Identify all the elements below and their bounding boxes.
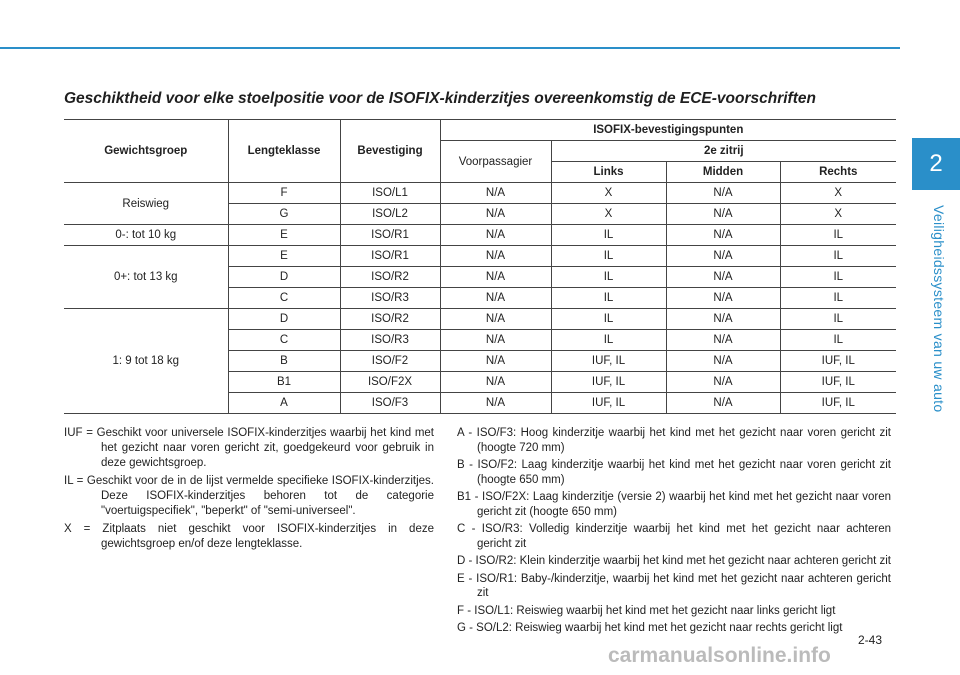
isofix-table [64, 119, 896, 414]
section-title: Veiligheidssysteem van uw auto [931, 205, 947, 413]
cell-right: IL [780, 330, 896, 351]
legend-sizes [457, 426, 891, 639]
cell-left: X [551, 183, 666, 204]
cell-front: N/A [440, 309, 551, 330]
legend-item: D - ISO/R2: Klein kinderzitje waarbij het kind met het gezicht naar achteren gericht zit [457, 555, 892, 567]
table-row [64, 183, 896, 204]
header-right: Rechts [780, 162, 896, 183]
legend-item: B - ISO/F2: Laag kinderzitje waarbij het kind met het gezicht naar voren gericht zit (hoogte 650 mm) [457, 459, 891, 486]
cell-fixture: ISO/L1 [340, 183, 440, 204]
cell-size: D [228, 267, 340, 288]
header-middle: Midden [666, 162, 780, 183]
table-row [64, 225, 896, 246]
cell-middle: N/A [666, 246, 780, 267]
cell-size: G [228, 204, 340, 225]
cell-fixture: ISO/L2 [340, 204, 440, 225]
cell-left: IL [551, 330, 666, 351]
header-front: Voorpassagier [440, 141, 551, 183]
legend-item: F - ISO/L1: Reiswieg waarbij het kind met het gezicht naar links gericht ligt [457, 604, 836, 617]
cell-size: E [228, 225, 340, 246]
header-size: Lengteklasse [228, 120, 340, 183]
cell-middle: N/A [666, 330, 780, 351]
cell-right: IL [780, 267, 896, 288]
cell-fixture: ISO/R3 [340, 330, 440, 351]
cell-fixture: ISO/F2 [340, 351, 440, 372]
top-rule [0, 47, 900, 49]
section-tab[interactable] [912, 138, 960, 190]
cell-left: IL [551, 309, 666, 330]
cell-middle: N/A [666, 393, 780, 414]
legend-item: IUF = Geschikt voor universele ISOFIX-kinderzitjes waarbij het kind met het gezicht naar voren gericht zit, goedgekeurd voor gebruik in deze gewichtsgroep. [64, 427, 434, 469]
cell-front: N/A [440, 372, 551, 393]
cell-left: X [551, 204, 666, 225]
table-row [64, 246, 896, 267]
cell-front: N/A [440, 225, 551, 246]
cell-middle: N/A [666, 309, 780, 330]
legend-item: C - ISO/R3: Volledig kinderzitje waarbij het kind met het gezicht naar achteren gericht zit [457, 523, 891, 550]
cell-size: B [228, 351, 340, 372]
cell-middle: N/A [666, 225, 780, 246]
header-left: Links [551, 162, 666, 183]
page-heading: Geschiktheid voor elke stoelpositie voor de ISOFIX-kinderzitjes overeenkomstig de ECE-voorschriften [64, 90, 816, 107]
cell-right: IUF, IL [780, 393, 896, 414]
group-cell: 0+: tot 13 kg [64, 246, 228, 309]
cell-size: A [228, 393, 340, 414]
cell-middle: N/A [666, 351, 780, 372]
cell-size: D [228, 309, 340, 330]
cell-front: N/A [440, 351, 551, 372]
cell-size: F [228, 183, 340, 204]
watermark: carmanualsonline.info [608, 644, 831, 667]
cell-left: IL [551, 225, 666, 246]
legend-item: G - SO/L2: Reiswieg waarbij het kind met het gezicht naar rechts gericht ligt [457, 622, 843, 634]
header-group: Gewichtsgroep [64, 120, 228, 183]
cell-fixture: ISO/R3 [340, 288, 440, 309]
legend-item: X = Zitplaats niet geschikt voor ISOFIX-kinderzitjes in deze gewichtsgroep en/of deze lengteklasse. [64, 523, 434, 550]
cell-right: IL [780, 225, 896, 246]
cell-left: IUF, IL [551, 351, 666, 372]
cell-middle: N/A [666, 204, 780, 225]
cell-right: IL [780, 309, 896, 330]
cell-middle: N/A [666, 183, 780, 204]
cell-middle: N/A [666, 288, 780, 309]
cell-right: IUF, IL [780, 372, 896, 393]
cell-front: N/A [440, 204, 551, 225]
cell-left: IL [551, 288, 666, 309]
section-number: 2 [929, 150, 943, 177]
cell-right: X [780, 183, 896, 204]
legend-item: B1 - ISO/F2X: Laag kinderzitje (versie 2) waarbij het kind met het gezicht naar voren gericht zit (hoogte 650 mm) [457, 491, 891, 518]
page-number: 2-43 [858, 633, 883, 647]
cell-front: N/A [440, 393, 551, 414]
cell-size: C [228, 330, 340, 351]
cell-middle: N/A [666, 372, 780, 393]
cell-right: IL [780, 288, 896, 309]
cell-middle: N/A [666, 267, 780, 288]
group-cell: 0-: tot 10 kg [64, 225, 228, 246]
cell-front: N/A [440, 330, 551, 351]
cell-right: IUF, IL [780, 351, 896, 372]
cell-fixture: ISO/R2 [340, 267, 440, 288]
cell-fixture: ISO/F3 [340, 393, 440, 414]
cell-left: IL [551, 246, 666, 267]
cell-front: N/A [440, 183, 551, 204]
cell-right: IL [780, 246, 896, 267]
table-row [64, 309, 896, 330]
cell-front: N/A [440, 246, 551, 267]
legend-codes [64, 426, 434, 555]
header-points: ISOFIX-bevestigingspunten [440, 120, 896, 141]
cell-fixture: ISO/R1 [340, 246, 440, 267]
cell-left: IL [551, 267, 666, 288]
cell-left: IUF, IL [551, 372, 666, 393]
cell-size: B1 [228, 372, 340, 393]
cell-left: IUF, IL [551, 393, 666, 414]
cell-front: N/A [440, 288, 551, 309]
group-cell: 1: 9 tot 18 kg [64, 309, 228, 414]
header-row2: 2e zitrij [551, 141, 896, 162]
cell-size: E [228, 246, 340, 267]
legend-item: E - ISO/R1: Baby-/kinderzitje, waarbij het kind met het gezicht naar achteren gericht zit [457, 572, 891, 599]
cell-right: X [780, 204, 896, 225]
cell-front: N/A [440, 267, 551, 288]
group-cell: Reiswieg [64, 183, 228, 225]
cell-size: C [228, 288, 340, 309]
header-fixture: Bevestiging [340, 120, 440, 183]
legend-item: IL = Geschikt voor de in de lijst vermelde specifieke ISOFIX-kinderzitjes. Deze ISOFIX-kinderzitjes behoren tot de categorie "voertuigspecifiek", "beperkt" of "semi-universeel". [64, 475, 434, 517]
cell-fixture: ISO/F2X [340, 372, 440, 393]
cell-fixture: ISO/R2 [340, 309, 440, 330]
cell-fixture: ISO/R1 [340, 225, 440, 246]
legend-item: A - ISO/F3: Hoog kinderzitje waarbij het kind met het gezicht naar voren gericht zit (hoogte 720 mm) [457, 427, 891, 454]
